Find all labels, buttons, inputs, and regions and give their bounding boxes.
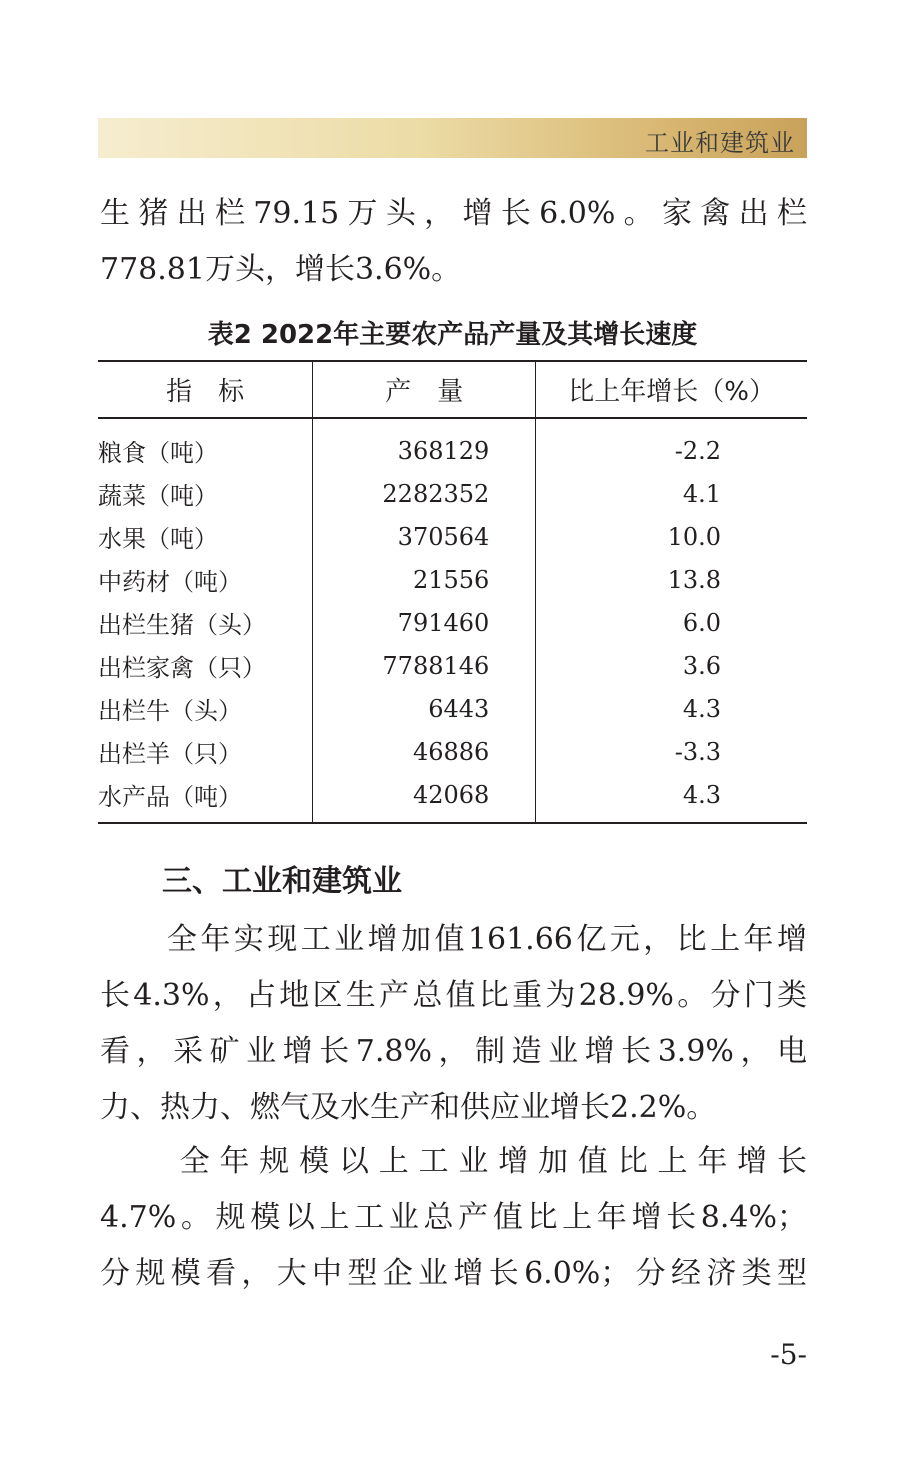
- row-growth: 10.0: [536, 515, 807, 558]
- industry-paragraph-2: [100, 1134, 807, 1302]
- row-growth: 6.0: [536, 601, 807, 644]
- row-label: 水产品（吨）: [98, 773, 313, 823]
- row-output: 368129: [313, 418, 536, 472]
- table-title: 表2 2022年主要农产品产量及其增长速度: [207, 320, 698, 350]
- row-label: 出栏羊（只）: [98, 740, 242, 768]
- text-line: 力、热力、燃气及水生产和供应业增长2.2%。: [100, 1090, 717, 1125]
- row-growth: 3.6: [536, 644, 807, 687]
- text-line: 分规模看，大中型企业增长6.0%；分经济类型: [100, 1256, 807, 1291]
- row-output: 21556: [313, 558, 536, 601]
- text-line: 778.81万头，增长3.6%。: [100, 252, 462, 287]
- text-line: 全年规模以上工业增加值比上年增长: [100, 1144, 807, 1179]
- row-label: 水果（吨）: [98, 525, 218, 553]
- row-label: 出栏家禽（只）: [98, 654, 266, 682]
- table-row: [98, 418, 807, 472]
- row-label: 出栏生猪（头）: [98, 611, 266, 639]
- text-line: 全年实现工业增加值161.66亿元，比上年增: [100, 922, 807, 957]
- row-label: 中药材（吨）: [98, 568, 242, 596]
- row-growth: -3.3: [536, 730, 807, 773]
- row-growth: 4.3: [536, 773, 807, 823]
- table-row: [98, 773, 807, 823]
- row-growth: 4.3: [536, 687, 807, 730]
- column-header-output: 产 量: [313, 361, 536, 418]
- row-growth: 4.1: [536, 472, 807, 515]
- table-row: [98, 644, 807, 687]
- row-output: 42068: [313, 773, 536, 823]
- text-line: 长4.3%，占地区生产总值比重为28.9%。分门类: [100, 978, 807, 1013]
- text-line: 生猪出栏79.15万头，增长6.0%。家禽出栏: [100, 196, 807, 231]
- row-label: 蔬菜（吨）: [98, 482, 218, 510]
- text-line: 4.7%。规模以上工业总产值比上年增长8.4%；: [100, 1200, 807, 1235]
- row-output: 791460: [313, 601, 536, 644]
- table-header-row: [98, 361, 807, 418]
- table-row: [98, 558, 807, 601]
- column-header-growth: 比上年增长（%）: [536, 361, 807, 418]
- row-output: 370564: [313, 515, 536, 558]
- table-row: [98, 687, 807, 730]
- column-header-indicator: 指 标: [98, 361, 313, 418]
- industry-paragraph-1: [100, 912, 807, 1136]
- row-label: 粮食（吨）: [98, 439, 218, 467]
- row-label: 出栏牛（头）: [98, 697, 242, 725]
- row-output: 46886: [313, 730, 536, 773]
- row-output: 7788146: [313, 644, 536, 687]
- section-heading: 三、工业和建筑业: [162, 864, 402, 899]
- row-growth: 13.8: [536, 558, 807, 601]
- header-band: [98, 118, 807, 158]
- table-row: [98, 601, 807, 644]
- row-output: 6443: [313, 687, 536, 730]
- agri-products-table: [98, 360, 807, 824]
- intro-paragraph: [100, 186, 807, 298]
- table-row: [98, 730, 807, 773]
- running-header-title: 工业和建筑业: [645, 129, 795, 157]
- row-output: 2282352: [313, 472, 536, 515]
- table-row: [98, 472, 807, 515]
- row-growth: -2.2: [536, 418, 807, 472]
- table-row: [98, 515, 807, 558]
- text-line: 看，采矿业增长7.8%，制造业增长3.9%，电: [100, 1034, 807, 1069]
- page-number: -5-: [770, 1338, 807, 1371]
